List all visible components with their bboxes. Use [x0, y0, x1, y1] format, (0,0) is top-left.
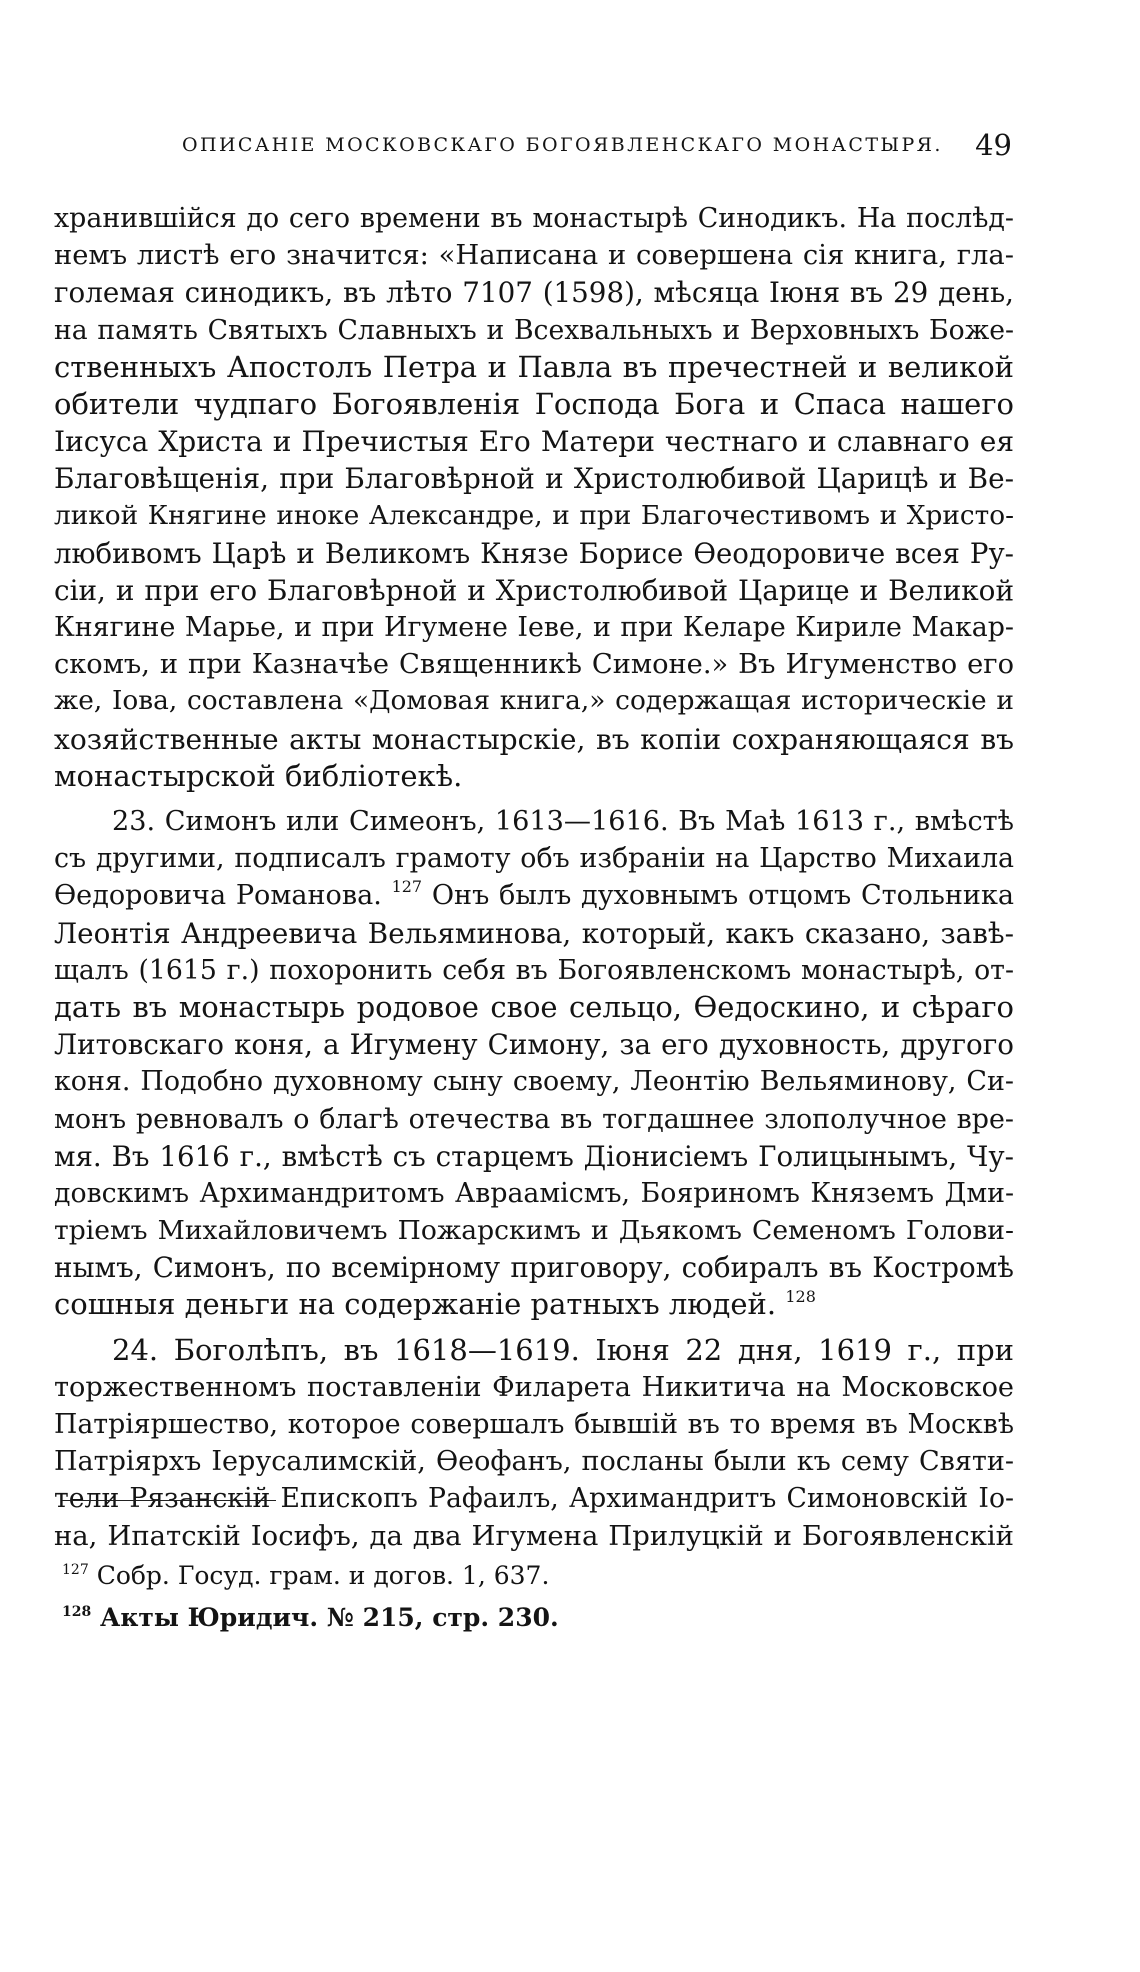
- text-line-with-footnote-ref: [54, 1286, 1014, 1323]
- text-line: Литовскаго коня, а Игумену Симону, за его духовность, другого: [54, 1028, 1014, 1062]
- text-line: немъ листѣ его значится: «Написана и совершена сія книга, гла-: [54, 240, 1014, 272]
- footnote-128: [62, 1597, 962, 1639]
- text-line: торжественномъ поставленіи Филарета Никитича на Московское: [54, 1371, 1014, 1403]
- running-head: ОПИСАНІЕ МОСКОВСКАГО БОГОЯВЛЕНСКАГО МОНАСТЫРЯ.: [182, 134, 943, 156]
- text-line: скомъ, и при Казначѣе Священникѣ Симоне.» Въ Игуменство его: [54, 649, 1014, 681]
- text-segment: Онъ былъ духовнымъ отцомъ Стольника: [431, 880, 1014, 912]
- text-line: тели Рязанскій Епископъ Рафаилъ, Архимандритъ Симоновскій Іо-: [54, 1483, 1014, 1515]
- footnote-ref-127: 127: [391, 877, 423, 897]
- footnote-number: 128: [62, 1604, 92, 1620]
- text-line: на, Ипатскій Іосифъ, да два Игумена Прилуцкій и Богоявленскій: [54, 1520, 1014, 1552]
- text-line: тріемъ Михайловичемъ Пожарскимъ и Дьякомъ Семеномъ Голови-: [54, 1215, 1014, 1247]
- text-line: хранившійся до сего времени въ монастырѣ Синодикъ. На послѣд-: [54, 203, 1014, 234]
- text-line: ственныхъ Апостолъ Петра и Павла въ пречестней и великой: [54, 349, 1014, 384]
- text-line: дать въ монастырь родовое свое сельцо, Ѳедоскино, и сѣраго: [54, 989, 1014, 1024]
- text-line: на память Святыхъ Славныхъ и Всехвальныхъ и Верховныхъ Боже-: [54, 314, 1014, 346]
- footnote-text: Акты Юридич. № 215, стр. 230.: [99, 1603, 559, 1632]
- paragraph-1: [54, 200, 1014, 795]
- text-line: Іисуса Христа и Пречистыя Его Матери честнаго и славнаго ея: [54, 425, 1014, 459]
- footnote-127: [62, 1555, 962, 1597]
- text-line: нымъ, Симонъ, по всемірному приговору, собиралъ въ Костромѣ: [54, 1251, 1014, 1285]
- text-line: щалъ (1615 г.) похоронить себя въ Богоявленскомъ монастырѣ, от-: [54, 954, 1014, 986]
- text-line: же, Іова, составлена «Домовая книга,» содержащая историческіе и: [54, 686, 1014, 717]
- text-line: мя. Въ 1616 г., вмѣстѣ съ старцемъ Діонисіемъ Голицынымъ, Чу-: [54, 1139, 1014, 1173]
- text-line-with-footnote-ref: [54, 877, 1014, 914]
- page-header: [182, 128, 1012, 168]
- text-line: Леонтія Андреевича Вельяминова, который, какъ сказано, завѣ-: [54, 916, 1014, 950]
- text-line: любивомъ Царѣ и Великомъ Князе Борисе Ѳеодоровиче всея Ру-: [54, 536, 1014, 570]
- text-line: монастырской библіотекѣ.: [54, 758, 463, 793]
- text-segment: Ѳедоровича Романова.: [54, 880, 382, 912]
- body-text: [54, 200, 1014, 1555]
- text-line: хозяйственные акты монастырскіе, въ копіи сохраняющаяся въ: [54, 722, 1014, 756]
- text-line: Патріяршество, которое совершалъ бывшій въ то время въ Москвѣ: [54, 1409, 1014, 1440]
- text-line: сіи, и при его Благовѣрной и Христолюбивой Царице и Великой: [54, 573, 1014, 607]
- text-line: коня. Подобно духовному сыну своему, Леонтію Вельяминову, Си-: [54, 1066, 1014, 1098]
- text-line: монъ ревновалъ о благѣ отечества въ тогдашнее злополучное вре-: [54, 1103, 1014, 1135]
- footnote-divider: [62, 1500, 276, 1501]
- footnotes: [62, 1555, 962, 1639]
- text-segment: сошныя деньги на содержаніе ратныхъ людей.: [54, 1287, 777, 1322]
- paragraph-2: [54, 803, 1014, 1324]
- page-number: 49: [975, 128, 1012, 162]
- footnote-ref-128: 128: [785, 1287, 816, 1307]
- text-line: Благовѣщенія, при Благовѣрной и Христолюбивой Царицѣ и Ве-: [54, 462, 1014, 496]
- text-line: съ другими, подписалъ грамоту объ избраніи на Царство Михаила: [54, 843, 1014, 875]
- text-line: обители чудпаго Богоявленія Господа Бога и Спаса нашего: [54, 386, 1014, 421]
- text-line: 24. Боголѣпъ, въ 1618—1619. Іюня 22 дня, 1619 г., при: [112, 1332, 1014, 1367]
- text-line: ликой Княгине иноке Александре, и при Благочестивомъ и Христо-: [54, 500, 1014, 531]
- text-line: Патріярхъ Іерусалимскій, Ѳеофанъ, посланы были къ сему Святи-: [54, 1446, 1014, 1478]
- text-line: големая синодикъ, въ лѣто 7107 (1598), мѣсяца Іюня въ 29 день,: [54, 276, 1014, 310]
- text-line: довскимъ Архимандритомъ Авраамісмъ, Бояриномъ Княземъ Дми-: [54, 1177, 1014, 1209]
- paragraph-3: [54, 1332, 1014, 1555]
- footnote-number: 127: [62, 1562, 89, 1578]
- footnote-text: Собр. Госуд. грам. и догов. 1, 637.: [96, 1561, 550, 1590]
- text-line: Княгине Марье, и при Игумене Іеве, и при Келаре Кириле Макар-: [54, 612, 1014, 644]
- text-line: 23. Симонъ или Симеонъ, 1613—1616. Въ Маѣ 1613 г., вмѣстѣ: [112, 806, 1014, 837]
